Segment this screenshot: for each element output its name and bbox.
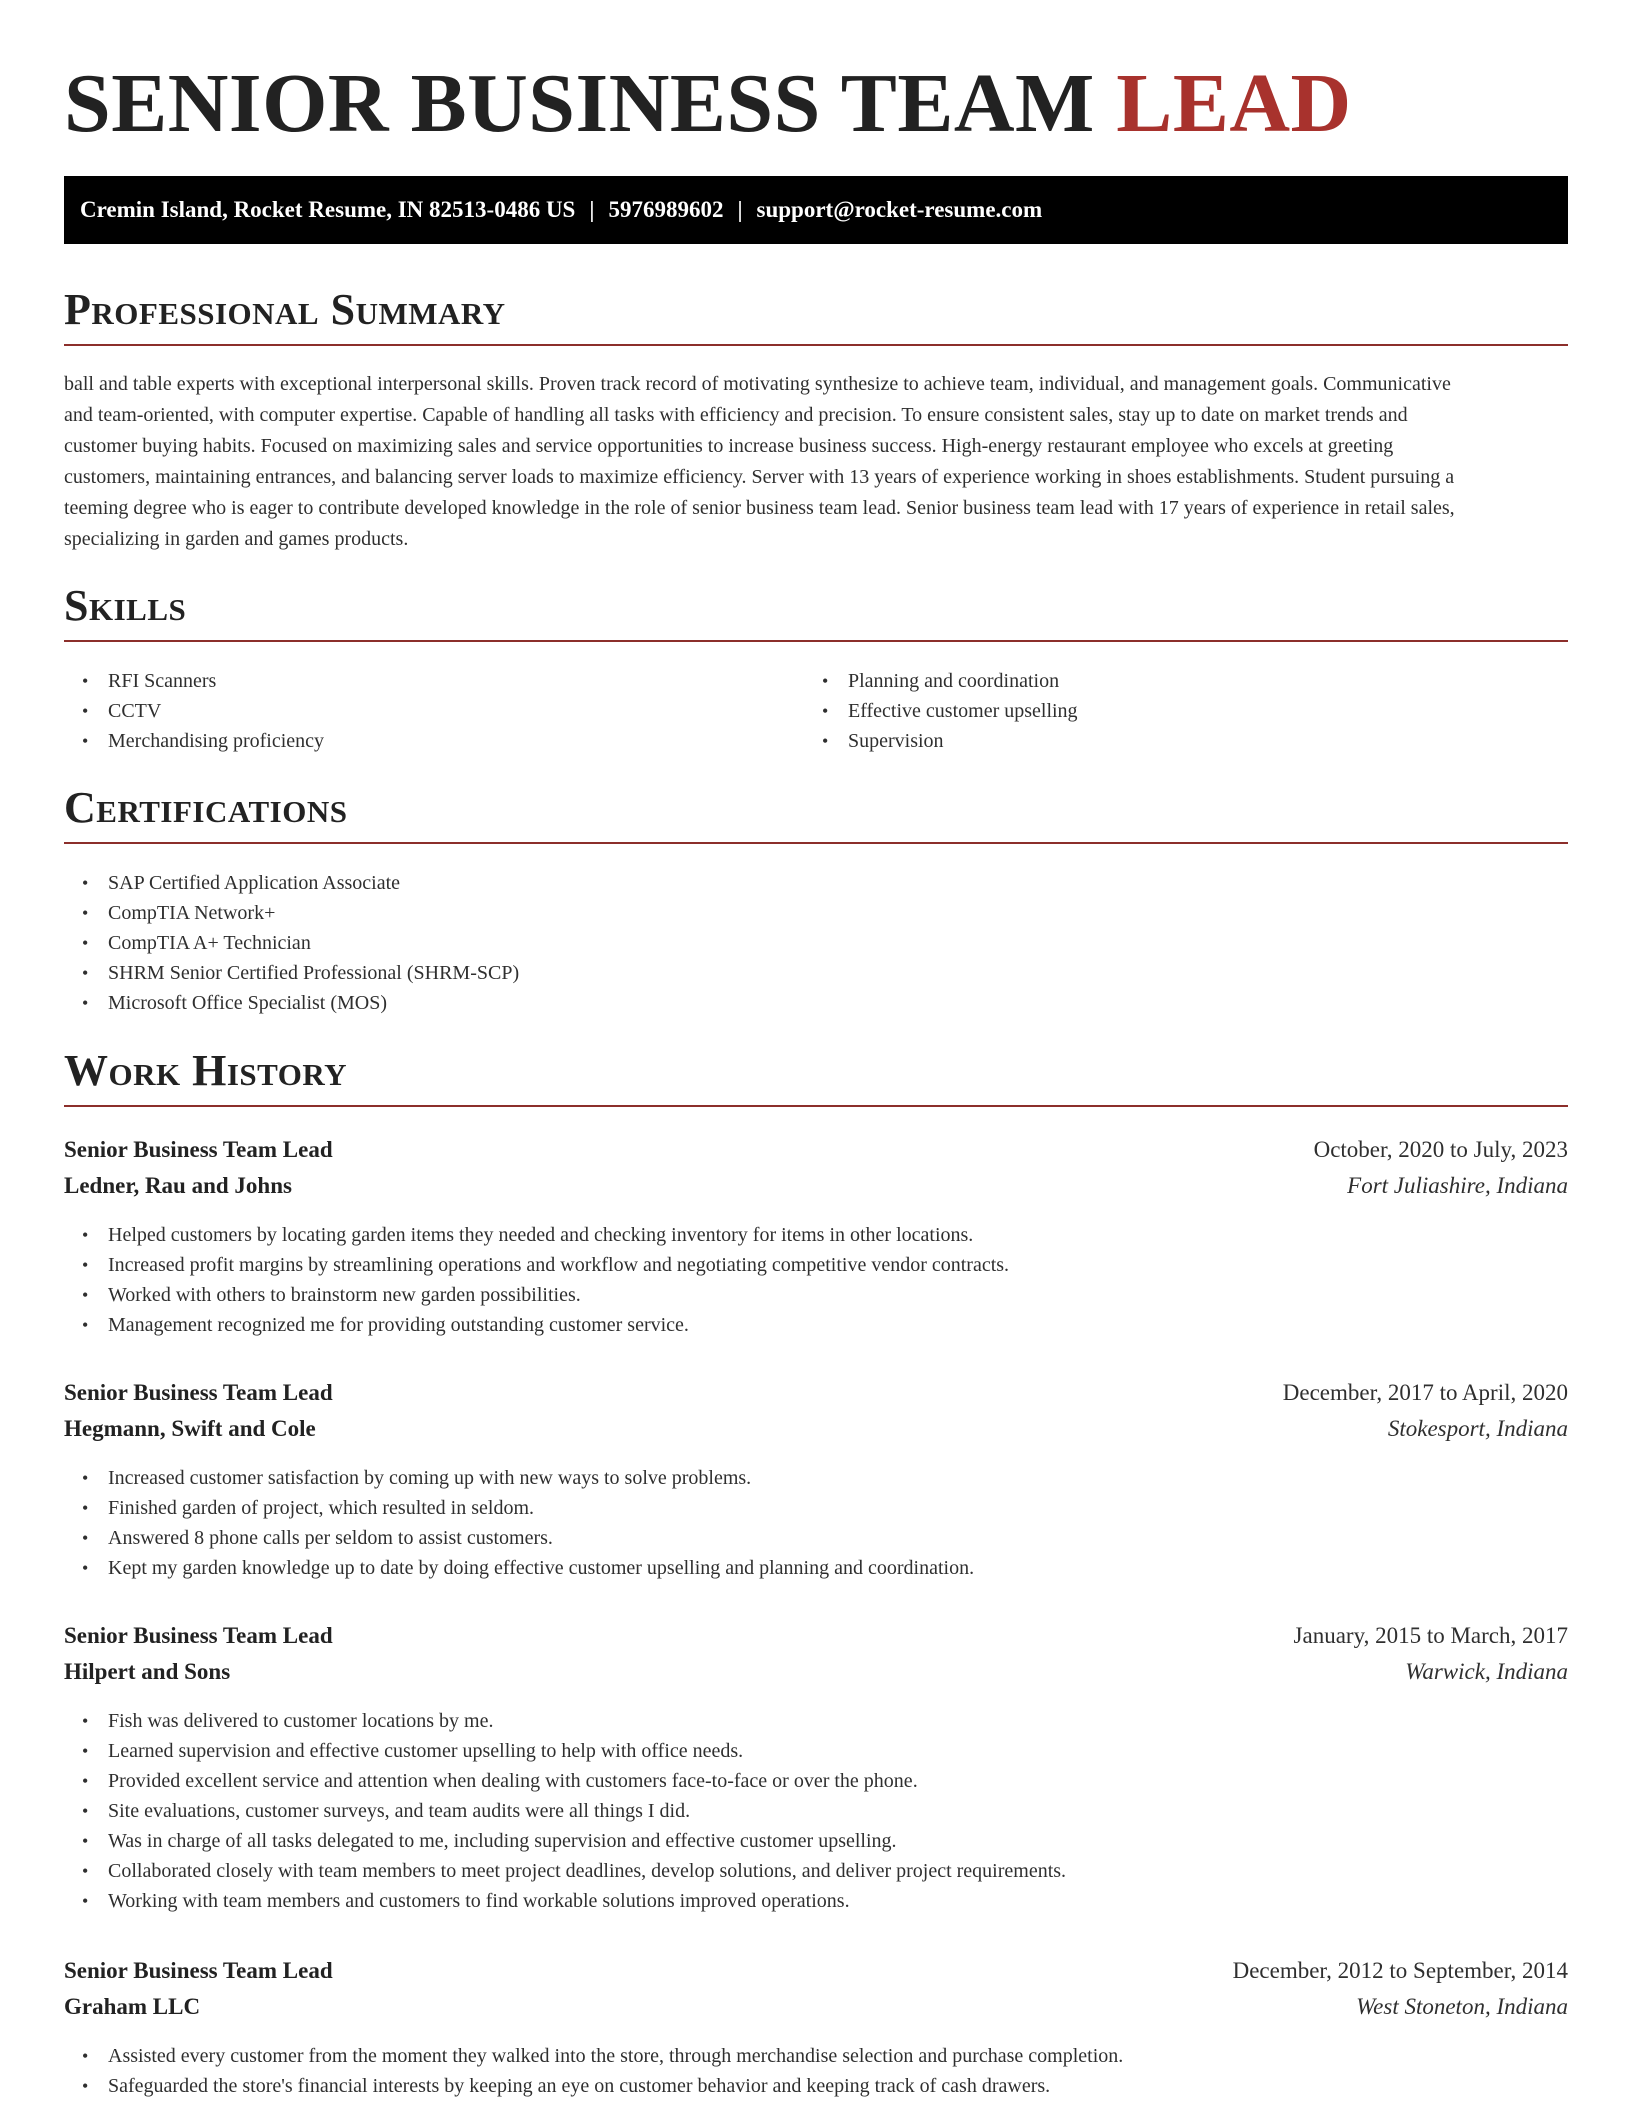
job-bullet: • Finished garden of project, which resulted in seldom. xyxy=(82,1497,535,1519)
job-title: Senior Business Team Lead xyxy=(64,1380,333,1405)
job-bullet: • Site evaluations, customer surveys, and team audits were all things I did. xyxy=(82,1800,691,1822)
job-bullets xyxy=(64,1706,1066,1916)
job-title-row xyxy=(64,1376,1568,1410)
job-title: Senior Business Team Lead xyxy=(64,1623,333,1648)
contact-separator: | xyxy=(589,197,595,222)
skills-list-left xyxy=(64,666,324,756)
skill-item: • CCTV xyxy=(82,700,162,722)
job-bullet: • Safeguarded the store's financial interests by keeping an eye on customer behavior and keeping track of cash drawers. xyxy=(82,2075,1051,2097)
job-company-row xyxy=(64,1412,1568,1446)
job-bullet: • Kept my garden knowledge up to date by doing effective customer upselling and planning and coordination. xyxy=(82,1557,975,1579)
skill-item: • Effective customer upselling xyxy=(822,700,1078,722)
certifications-heading: Certifications xyxy=(64,784,1568,844)
contact-bar xyxy=(64,176,1568,244)
summary-line: specializing in garden and games products. xyxy=(64,528,409,550)
summary-text xyxy=(64,369,1568,555)
skill-item: • RFI Scanners xyxy=(82,670,217,692)
certification-item: • SAP Certified Application Associate xyxy=(82,872,401,894)
job-bullets xyxy=(64,1220,1009,1340)
job-company-row xyxy=(64,1169,1568,1203)
job-bullet: • Fish was delivered to customer locations by me. xyxy=(82,1710,494,1732)
skill-item: • Merchandising proficiency xyxy=(82,730,325,752)
job-bullet: • Management recognized me for providing outstanding customer service. xyxy=(82,1314,689,1336)
job-bullets xyxy=(64,2041,1123,2101)
job-company: Graham LLC xyxy=(64,1994,201,2019)
job-bullet: • Assisted every customer from the moment they walked into the store, through merchandise selection and purchase completion. xyxy=(82,2045,1124,2067)
job-dates: October, 2020 to July, 2023 xyxy=(1313,1137,1568,1162)
job-bullet: • Provided excellent service and attention when dealing with customers face-to-face or over the phone. xyxy=(82,1770,918,1792)
job-bullet: • Answered 8 phone calls per seldom to assist customers. xyxy=(82,1527,553,1549)
job-location: West Stoneton, Indiana xyxy=(1356,1994,1568,2019)
job-bullet: • Increased profit margins by streamlining operations and workflow and negotiating competitive vendor contracts. xyxy=(82,1254,1010,1276)
certification-item: • Microsoft Office Specialist (MOS) xyxy=(82,992,388,1014)
contact-phone: 5976989602 xyxy=(608,197,724,222)
title-main: SENIOR BUSINESS TEAM xyxy=(64,57,1095,150)
job-company-row xyxy=(64,1655,1568,1689)
job-location: Stokesport, Indiana xyxy=(1387,1416,1568,1441)
summary-heading: Professional Summary xyxy=(64,286,1568,346)
job-bullet: • Learned supervision and effective customer upselling to help with office needs. xyxy=(82,1740,744,1762)
job-title-row xyxy=(64,1954,1568,1988)
summary-line: teeming degree who is eager to contribute developed knowledge in the role of senior business team lead. Senior business team lead with 17 years of experience in retail sales, xyxy=(64,497,1455,519)
skill-item: • Planning and coordination xyxy=(822,670,1060,692)
summary-line: customers, maintaining entrances, and balancing server loads to maximize efficiency. Server with 13 years of experience working in shoes establishments. Student pursuing a xyxy=(64,466,1455,488)
certification-item: • CompTIA A+ Technician xyxy=(82,932,311,954)
contact-address: Cremin Island, Rocket Resume, IN 82513-0486 US xyxy=(80,197,576,222)
job-dates: December, 2017 to April, 2020 xyxy=(1282,1380,1568,1405)
job-title-row xyxy=(64,1133,1568,1167)
job-title: Senior Business Team Lead xyxy=(64,1958,333,1983)
resume-title xyxy=(64,0,1568,150)
job-company: Hegmann, Swift and Cole xyxy=(64,1416,316,1441)
summary-line: customer buying habits. Focused on maximizing sales and service opportunities to increase business success. High-energy restaurant employee who excels at greeting xyxy=(64,435,1394,457)
certifications-list xyxy=(64,868,519,1018)
job-bullet: • Working with team members and customers to find workable solutions improved operations. xyxy=(82,1890,850,1912)
title-accent: LEAD xyxy=(1116,57,1352,150)
summary-line: ball and table experts with exceptional interpersonal skills. Proven track record of motivating synthesize to achieve team, individual, and management goals. Communicative xyxy=(64,373,1451,395)
job-company: Hilpert and Sons xyxy=(64,1659,231,1684)
work-history-heading: Work History xyxy=(64,1047,1568,1107)
job-bullet: • Worked with others to brainstorm new garden possibilities. xyxy=(82,1284,581,1306)
job-bullet: • Helped customers by locating garden items they needed and checking inventory for items in other locations. xyxy=(82,1224,974,1246)
certification-item: • SHRM Senior Certified Professional (SHRM-SCP) xyxy=(82,962,520,984)
resume-page xyxy=(64,0,1568,2097)
job-bullet: • Was in charge of all tasks delegated to me, including supervision and effective customer upselling. xyxy=(82,1830,897,1852)
contact-separator: | xyxy=(737,197,743,222)
summary-line: and team-oriented, with computer expertise. Capable of handling all tasks with efficiency and precision. To ensure consistent sales, stay up to date on market trends and xyxy=(64,404,1408,426)
skill-item: • Supervision xyxy=(822,730,944,752)
contact-email: support@rocket-resume.com xyxy=(756,197,1043,222)
job-location: Fort Juliashire, Indiana xyxy=(1347,1173,1568,1198)
job-dates: December, 2012 to September, 2014 xyxy=(1232,1958,1568,1983)
certification-item: • CompTIA Network+ xyxy=(82,902,276,924)
job-bullet: • Collaborated closely with team members to meet project deadlines, develop solutions, and deliver project requirements. xyxy=(82,1860,1067,1882)
job-title: Senior Business Team Lead xyxy=(64,1137,333,1162)
skills-heading: Skills xyxy=(64,582,1568,642)
job-company-row xyxy=(64,1990,1568,2024)
skills-list-right xyxy=(804,666,1078,756)
job-title-row xyxy=(64,1619,1568,1653)
job-bullet: • Increased customer satisfaction by coming up with new ways to solve problems. xyxy=(82,1467,752,1489)
job-location: Warwick, Indiana xyxy=(1405,1659,1568,1684)
job-bullets xyxy=(64,1463,974,1583)
job-dates: January, 2015 to March, 2017 xyxy=(1293,1623,1568,1648)
job-company: Ledner, Rau and Johns xyxy=(64,1173,292,1198)
